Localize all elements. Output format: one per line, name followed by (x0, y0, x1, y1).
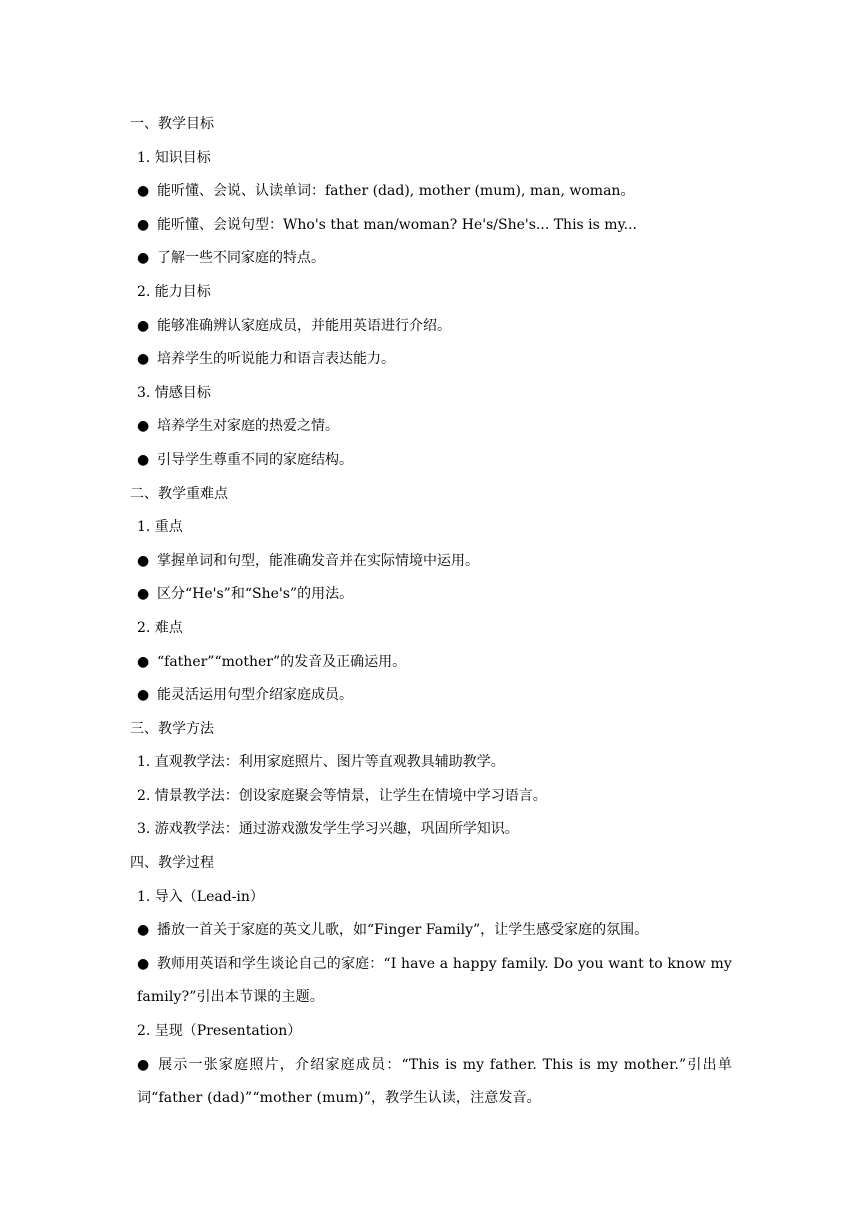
bullet-item: ● 引导学生尊重不同的家庭结构。 (130, 444, 732, 478)
method-item: 2. 情景教学法：创设家庭聚会等情景，让学生在情境中学习语言。 (137, 787, 547, 804)
method-item: 1. 直观教学法：利用家庭照片、图片等直观教具辅助教学。 (137, 754, 505, 771)
bullet-paragraph: ● 教师用英语和学生谈论自己的家庭：“I have a happy family. Do you want to know my family?”引出本节课的主题。 (130, 948, 732, 1015)
subheading-lead-in: 1. 导入（Lead-in） (137, 888, 264, 905)
section-heading-teaching-goals: 一、教学目标 (130, 116, 214, 132)
section-heading-key-difficult-points: 二、教学重难点 (130, 485, 228, 502)
method-item: 3. 游戏教学法：通过游戏激发学生学习兴趣，巩固所学知识。 (137, 821, 519, 838)
bullet-item: ● 培养学生对家庭的热爱之情。 (130, 410, 732, 444)
bullet-item: ● 能听懂、会说、认读单词：father (dad), mother (mum), man, woman。 (130, 175, 732, 209)
bullet-item: ● 培养学生的听说能力和语言表达能力。 (130, 343, 732, 377)
subheading-knowledge-goals: 1. 知识目标 (137, 149, 211, 166)
subheading-difficult-points: 2. 难点 (137, 619, 183, 636)
subheading-key-points: 1. 重点 (137, 519, 183, 536)
bullet-item: ● 能听懂、会说句型：Who's that man/woman? He's/She's... This is my... (130, 209, 732, 243)
bullet-item: ● 掌握单词和句型，能准确发音并在实际情境中运用。 (130, 545, 732, 579)
bullet-item: ● 播放一首关于家庭的英文儿歌，如“Finger Family”，让学生感受家庭的氛围。 (130, 914, 732, 948)
section-heading-teaching-process: 四、教学过程 (130, 855, 214, 872)
bullet-item: ● 区分“He's”和“She's”的用法。 (130, 578, 732, 612)
bullet-item: ● 了解一些不同家庭的特点。 (130, 242, 732, 276)
section-heading-teaching-methods: 三、教学方法 (130, 720, 214, 737)
bullet-item: ● 能灵活运用句型介绍家庭成员。 (130, 679, 732, 713)
bullet-item: ● 能够准确辨认家庭成员，并能用英语进行介绍。 (130, 310, 732, 344)
bullet-item: ● “father”“mother”的发音及正确运用。 (130, 646, 732, 680)
subheading-emotion-goals: 3. 情感目标 (137, 384, 211, 401)
document-page (130, 108, 732, 1116)
subheading-ability-goals: 2. 能力目标 (137, 283, 211, 300)
subheading-presentation: 2. 呈现（Presentation） (137, 1023, 302, 1040)
bullet-paragraph: ● 展示一张家庭照片，介绍家庭成员：“This is my father. This is my mother.”引出单词“father (dad)”“mother (mum)”，教学生认读，注意发音。 (130, 1049, 732, 1116)
